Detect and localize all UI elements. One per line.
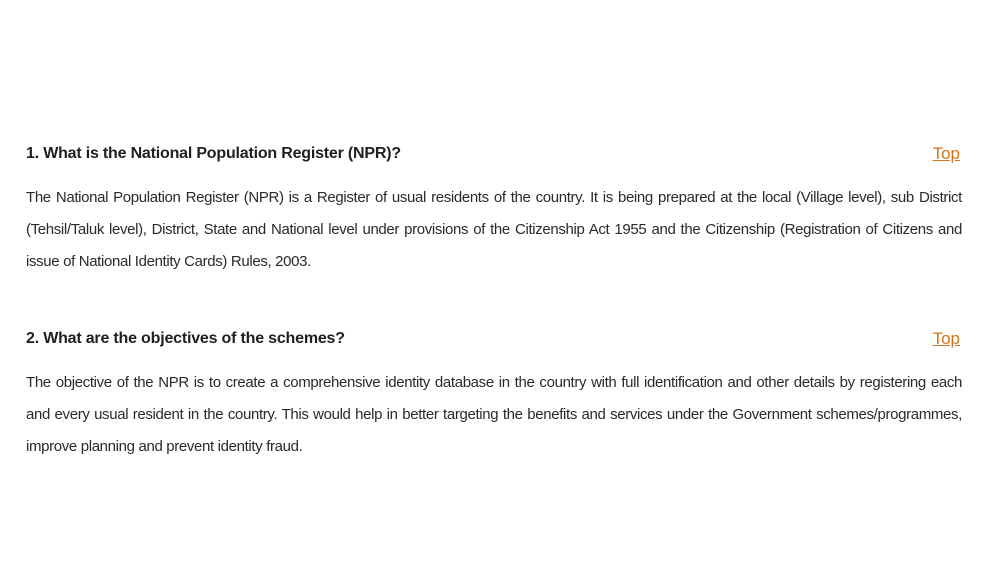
top-link[interactable]: Top <box>932 329 960 348</box>
top-link[interactable]: Top <box>932 144 960 163</box>
faq-item-npr-definition <box>26 142 962 278</box>
faq-answer: The objective of the NPR is to create a comprehensive identity database in the country with full identification and other details by registering each and every usual resident in the country. This would help in better targeting the benefits and services under the Government schemes/programmes, improve planning and prevent identity fraud. <box>26 374 962 455</box>
faq-question: 2. What are the objectives of the schemes? <box>26 330 345 347</box>
faq-question: 1. What is the National Population Register (NPR)? <box>26 145 401 162</box>
faq-header <box>26 142 962 168</box>
faq-header <box>26 327 962 353</box>
faq-answer: The National Population Register (NPR) is a Register of usual residents of the country. It is being prepared at the local (Village level), sub District (Tehsil/Taluk level), District, State and National level under provisions of the Citizenship Act 1955 and the Citizenship (Registration of Citizens and issue of National Identity Cards) Rules, 2003. <box>26 189 962 270</box>
faq-item-objectives <box>26 327 962 463</box>
